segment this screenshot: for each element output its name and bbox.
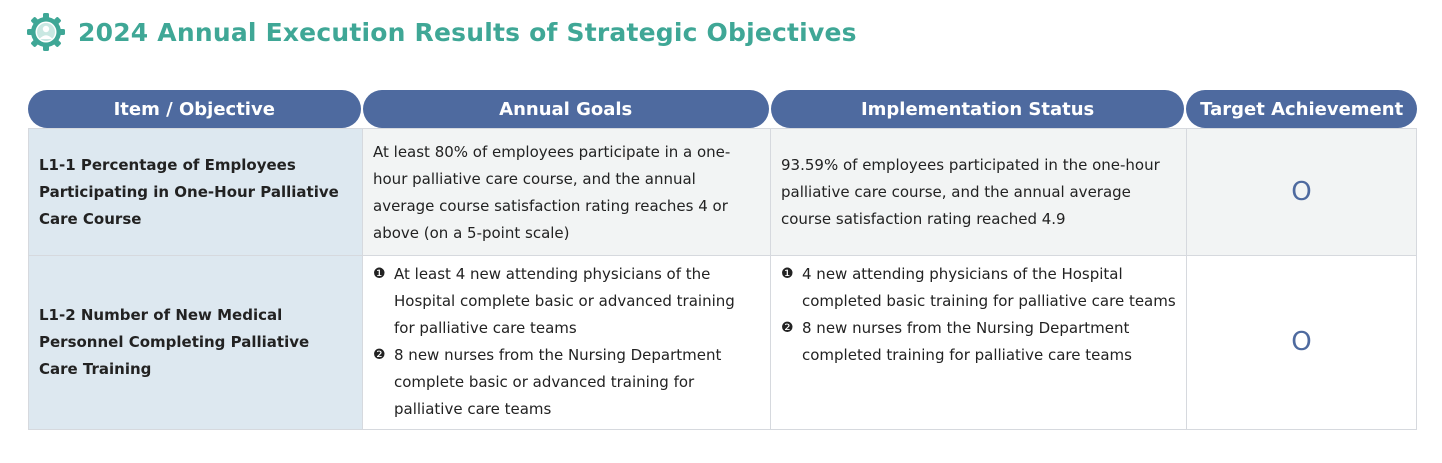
objective-text: L1-1 Percentage of Employees Participating in One-Hour Palliative Care Course — [39, 155, 339, 228]
table-body — [28, 128, 1417, 430]
column-header-implementation-status: Implementation Status — [771, 90, 1184, 128]
goal-text: 8 new nurses from the Nursing Department complete basic or advanced training for palliative care teams — [394, 346, 722, 418]
table-row — [29, 256, 1416, 430]
table-row — [29, 129, 1416, 256]
bullet-1-icon: ❶ — [781, 266, 794, 282]
page-title: 2024 Annual Execution Results of Strategic Objectives — [78, 17, 857, 47]
column-header-target-achievement: Target Achievement — [1186, 90, 1417, 128]
objective-cell — [29, 129, 363, 255]
column-header-objective: Item / Objective — [28, 90, 361, 128]
objectives-table — [28, 90, 1417, 430]
objective-cell — [29, 256, 363, 429]
column-header-annual-goals: Annual Goals — [363, 90, 769, 128]
status-text: 4 new attending physicians of the Hospital completed basic training for palliative care teams — [802, 265, 1176, 310]
goal-text: At least 80% of employees participate in a one-hour palliative care course, and the annual average course satisfaction rating reaches 4 or above (on a 5-point scale) — [373, 143, 731, 242]
table-header — [28, 90, 1417, 128]
bullet-2-icon: ❷ — [781, 320, 794, 336]
goal-item — [373, 342, 760, 423]
goal-item — [373, 261, 760, 342]
title-row — [26, 12, 857, 52]
goal-text: At least 4 new attending physicians of the Hospital complete basic or advanced training for palliative care teams — [394, 265, 735, 337]
objective-text: L1-2 Number of New Medical Personnel Completing Palliative Care Training — [39, 306, 310, 378]
implementation-status-cell — [771, 129, 1187, 255]
implementation-status-cell — [771, 256, 1187, 429]
status-item — [781, 261, 1176, 315]
bullet-2-icon: ❷ — [373, 347, 386, 363]
status-text: 93.59% of employees participated in the one-hour palliative care course, and the annual average course satisfaction rating reached 4.9 — [781, 156, 1160, 228]
annual-goals-cell — [363, 129, 771, 255]
status-item — [781, 315, 1176, 369]
status-text: 8 new nurses from the Nursing Department completed training for palliative care teams — [802, 319, 1132, 364]
bullet-1-icon: ❶ — [373, 266, 386, 282]
annual-goals-cell — [363, 256, 771, 429]
target-achievement-cell — [1187, 256, 1416, 429]
achievement-mark: O — [1291, 327, 1312, 357]
gear-person-icon — [26, 12, 66, 52]
achievement-mark: O — [1291, 176, 1312, 207]
target-achievement-cell — [1187, 129, 1416, 255]
